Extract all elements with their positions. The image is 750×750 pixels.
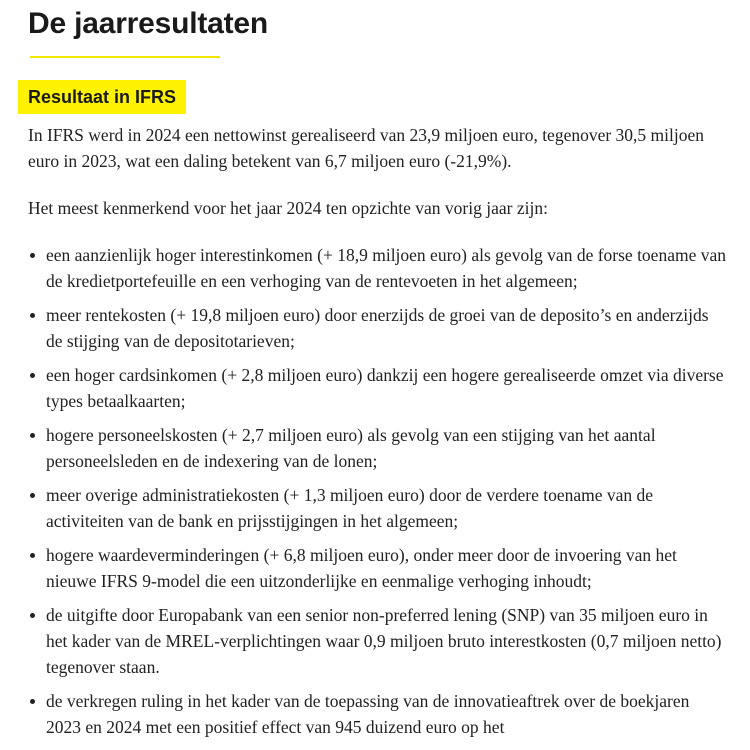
- list-item: [28, 688, 728, 740]
- list-item-text: de uitgifte door Europabank van een senior non-preferred lening (SNP) van 35 miljoen euro in het kader van de MREL-verplichtingen waar 0,9 miljoen bruto interestkosten (0,7 miljoen netto) tegenover staan.: [46, 605, 722, 677]
- bullet-dot-icon: [30, 553, 35, 558]
- title-underline: [30, 56, 220, 58]
- bullet-dot-icon: [30, 613, 35, 618]
- bullet-dot-icon: [30, 433, 35, 438]
- page-title: De jaarresultaten: [28, 7, 269, 40]
- list-item-text: een hoger cardsinkomen (+ 2,8 miljoen euro) dankzij een hogere gerealiseerde omzet via diverse types betaalkaarten;: [46, 365, 724, 411]
- lead-in-paragraph: Het meest kenmerkend voor het jaar 2024 ten opzichte van vorig jaar zijn:: [28, 198, 548, 218]
- list-item: [28, 602, 728, 680]
- bullet-dot-icon: [30, 253, 35, 258]
- list-item: [28, 362, 728, 414]
- list-item-text: meer overige administratiekosten (+ 1,3 miljoen euro) door de verdere toename van de activiteiten van de bank en prijsstijgingen in het algemeen;: [46, 485, 654, 531]
- list-item-text: hogere personeelskosten (+ 2,7 miljoen euro) als gevolg van een stijging van het aantal personeelsleden en de indexering van de lonen;: [46, 425, 656, 471]
- list-item: [28, 302, 728, 354]
- section-heading: Resultaat in IFRS: [18, 80, 186, 114]
- bullet-dot-icon: [30, 313, 35, 318]
- intro-paragraph: In IFRS werd in 2024 een nettowinst gerealiseerd van 23,9 miljoen euro, tegenover 30,5 miljoen euro in 2023, wat een daling betekent van 6,7 miljoen euro (-21,9%).: [28, 125, 705, 171]
- bullet-dot-icon: [30, 373, 35, 378]
- bullet-dot-icon: [30, 493, 35, 498]
- bullet-dot-icon: [30, 699, 35, 704]
- list-item: [28, 242, 728, 294]
- list-item-text: de verkregen ruling in het kader van de toepassing van de innovatieaftrek over de boekjaren 2023 en 2024 met een positief effect van 945 duizend euro op het: [46, 691, 690, 737]
- list-item: [28, 422, 728, 474]
- list-item: [28, 482, 728, 534]
- list-item: [28, 542, 728, 594]
- results-list: [28, 242, 728, 740]
- list-item-text: hogere waardeverminderingen (+ 6,8 miljoen euro), onder meer door de invoering van het nieuwe IFRS 9-model die een uitzonderlijke en eenmalige verhoging inhoudt;: [46, 545, 677, 591]
- list-item-text: een aanzienlijk hoger interestinkomen (+ 18,9 miljoen euro) als gevolg van de forse toename van de kredietportefeuille en een verhoging van de rentevoeten in het algemeen;: [46, 245, 726, 291]
- list-item-text: meer rentekosten (+ 19,8 miljoen euro) door enerzijds de groei van de deposito’s en anderzijds de stijging van de depositotarieven;: [46, 305, 709, 351]
- article-body: [28, 122, 728, 748]
